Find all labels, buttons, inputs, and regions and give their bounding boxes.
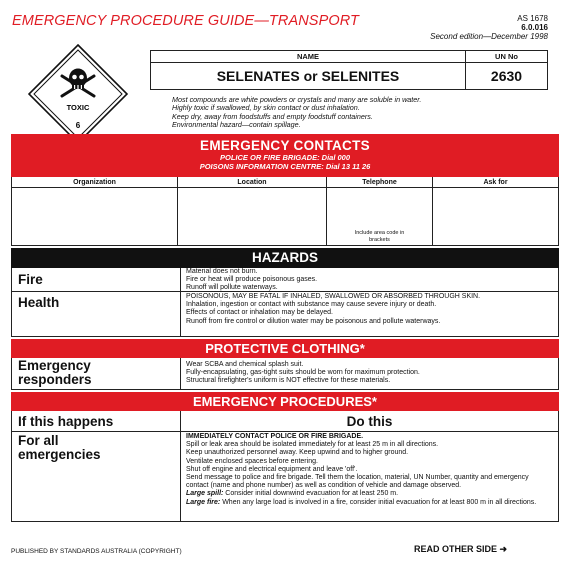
substance-description <box>172 96 532 130</box>
name-header: NAME <box>151 51 465 63</box>
all-emergencies-label: For all emergencies <box>18 433 101 462</box>
procedures-header-row <box>11 411 559 432</box>
if-this-happens-header: If this happens <box>18 414 114 429</box>
protective-line: Structural firefighter's uniform is NOT effective for these materials. <box>186 377 391 385</box>
diamond-class-number: 6 <box>75 121 81 130</box>
ask-for-column <box>433 177 558 245</box>
procedure-line: Shut off engine and electrical equipment and leave 'off'. <box>186 465 358 473</box>
health-line: Runoff from fire control or dilution water may be poisonous and pollute waterways. <box>186 317 441 325</box>
substance-name: SELENATES or SELENITES <box>216 68 400 84</box>
do-this-header: Do this <box>346 414 393 429</box>
procedure-line: Ventilate enclosed spaces before entering. <box>186 457 318 465</box>
emergency-contacts-title: EMERGENCY CONTACTS <box>200 138 370 153</box>
health-row <box>11 292 559 337</box>
standard-block <box>430 14 548 41</box>
health-line: POISONOUS, MAY BE FATAL IF INHALED, SWALLOWED OR ABSORBED THROUGH SKIN. <box>186 293 481 300</box>
procedures-text <box>186 433 552 507</box>
edition-text: Second edition—December 1998 <box>430 32 548 41</box>
un-header: UN No <box>466 51 547 63</box>
diamond-label: TOXIC <box>66 103 90 112</box>
hazards-band: HAZARDS <box>11 248 559 268</box>
ask-for-header: Ask for <box>433 177 558 188</box>
organization-column <box>12 177 178 245</box>
contacts-table <box>11 177 559 246</box>
protective-text <box>186 361 552 386</box>
telephone-column <box>327 177 433 245</box>
emergency-contacts-band <box>11 134 559 177</box>
name-table <box>150 50 548 90</box>
protective-clothing-band: PROTECTIVE CLOTHING* <box>11 339 559 358</box>
fire-label: Fire <box>18 272 43 287</box>
large-fire-line: Large fire: When any large load is involved in a fire, consider initial evacuation for at least 800 m in all directions. <box>186 498 537 506</box>
fire-line: Material does not burn. <box>186 268 258 275</box>
health-line: Inhalation, ingestion or contact with substance may cause severe injury or death. <box>186 301 437 309</box>
un-number: 2630 <box>490 68 523 84</box>
read-other-side: READ OTHER SIDE ➜ <box>414 544 508 554</box>
health-text <box>186 293 552 326</box>
large-spill-line: Large spill: Consider initial downwind evacuation for at least 250 m. <box>186 490 399 498</box>
fire-line: Fire or heat will produce poisonous gases. <box>186 276 318 284</box>
responders-row <box>11 358 559 390</box>
publisher-note: PUBLISHED BY STANDARDS AUSTRALIA (COPYRIGHT) <box>11 548 182 555</box>
organization-header: Organization <box>12 177 177 188</box>
procedure-line: Keep unauthorized personnel away. Keep upwind and to higher ground. <box>186 449 409 457</box>
description-line: Keep dry, away from foodstuffs and empty foodstuff containers. <box>172 111 373 121</box>
description-line: Environmental hazard—contain spillage. <box>172 120 301 130</box>
guide-code: 6.0.016 <box>521 23 548 32</box>
all-emergencies-row <box>11 432 559 522</box>
fire-line: Runoff will pollute waterways. <box>186 284 278 292</box>
location-header: Location <box>178 177 326 188</box>
poisons-line: POISONS INFORMATION CENTRE: Dial 13 11 26 <box>199 162 371 171</box>
protective-line: Wear SCBA and chemical splash suit. <box>186 361 304 368</box>
description-line: Highly toxic if swallowed, by skin contact or dust inhalation. <box>172 103 360 113</box>
emergency-procedures-band: EMERGENCY PROCEDURES* <box>11 392 559 411</box>
telephone-header: Telephone <box>327 177 432 188</box>
standard-number: AS 1678 <box>517 14 548 23</box>
fire-text <box>186 268 552 293</box>
procedure-line: Send message to police and fire brigade. Tell them the location, material, UN Number, quantity and emergency contact (name and phone number) as well as condition of vehicle and damage observed. <box>186 474 529 490</box>
health-label: Health <box>18 295 60 310</box>
location-column <box>178 177 327 245</box>
telephone-note: Include area code in brackets <box>354 230 405 243</box>
guide-title: EMERGENCY PROCEDURE GUIDE—TRANSPORT <box>12 13 359 29</box>
police-fire-line: POLICE OR FIRE BRIGADE: Dial 000 <box>219 153 351 162</box>
description-line: Most compounds are white powders or crystals and many are soluble in water. <box>172 95 422 104</box>
fire-row <box>11 268 559 292</box>
responders-label: Emergency responders <box>18 358 92 387</box>
procedure-line: Spill or leak area should be isolated immediately for at least 25 m in all directions. <box>186 441 439 449</box>
protective-line: Fully-encapsulating, gas-tight suits should be worn for maximum protection. <box>186 369 420 377</box>
procedure-first-line: IMMEDIATELY CONTACT POLICE OR FIRE BRIGADE. <box>186 433 364 440</box>
health-line: Effects of contact or inhalation may be delayed. <box>186 309 333 317</box>
toxic-class-6-diamond <box>28 44 128 144</box>
